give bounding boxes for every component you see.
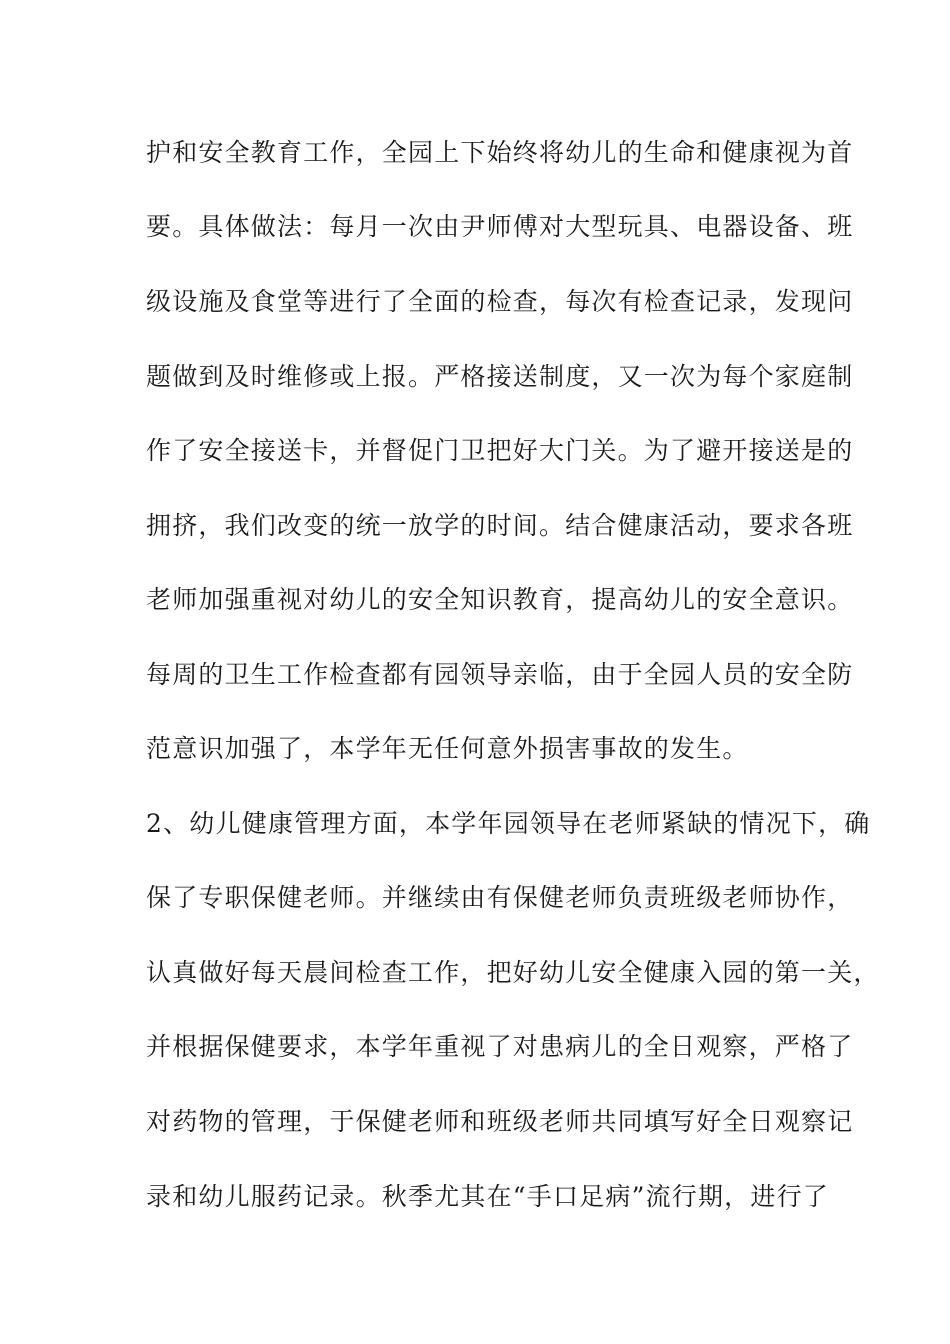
text-line-11: 保了专职保健老师。并继续由有保健老师负责班级老师协作，: [146, 883, 854, 912]
text-line-14: 对药物的管理，于保健老师和班级老师共同填写好全日观察记: [146, 1107, 854, 1136]
text-line-8: 每周的卫生工作检查都有园领导亲临，由于全园人员的安全防: [146, 660, 854, 689]
text-line-2: 要。具体做法：每月一次由尹师傅对大型玩具、电器设备、班: [146, 212, 854, 241]
text-line-4: 题做到及时维修或上报。严格接送制度，又一次为每个家庭制: [146, 362, 854, 391]
text-line-9: 范意识加强了，本学年无任何意外损害事故的发生。: [146, 734, 749, 763]
text-line-1: 护和安全教育工作，全园上下始终将幼儿的生命和健康视为首: [146, 138, 854, 167]
text-line-6: 拥挤，我们改变的统一放学的时间。结合健康活动，要求各班: [146, 511, 854, 540]
text-line-12: 认真做好每天晨间检查工作，把好幼儿安全健康入园的第一关，: [146, 958, 880, 987]
text-line-10: 2、幼儿健康管理方面，本学年园领导在老师紧缺的情况下，确: [146, 809, 871, 838]
text-line-7: 老师加强重视对幼儿的安全知识教育，提高幼儿的安全意识。: [146, 585, 854, 614]
text-line-15: 录和幼儿服药记录。秋季尤其在“手口足病”流行期，进行了: [146, 1182, 829, 1211]
text-line-13: 并根据保健要求，本学年重视了对患病儿的全日观察，严格了: [146, 1032, 854, 1061]
text-line-5: 作了安全接送卡，并督促门卫把好大门关。为了避开接送是的: [146, 436, 854, 465]
text-line-3: 级设施及食堂等进行了全面的检查，每次有检查记录，发现问: [146, 287, 854, 316]
